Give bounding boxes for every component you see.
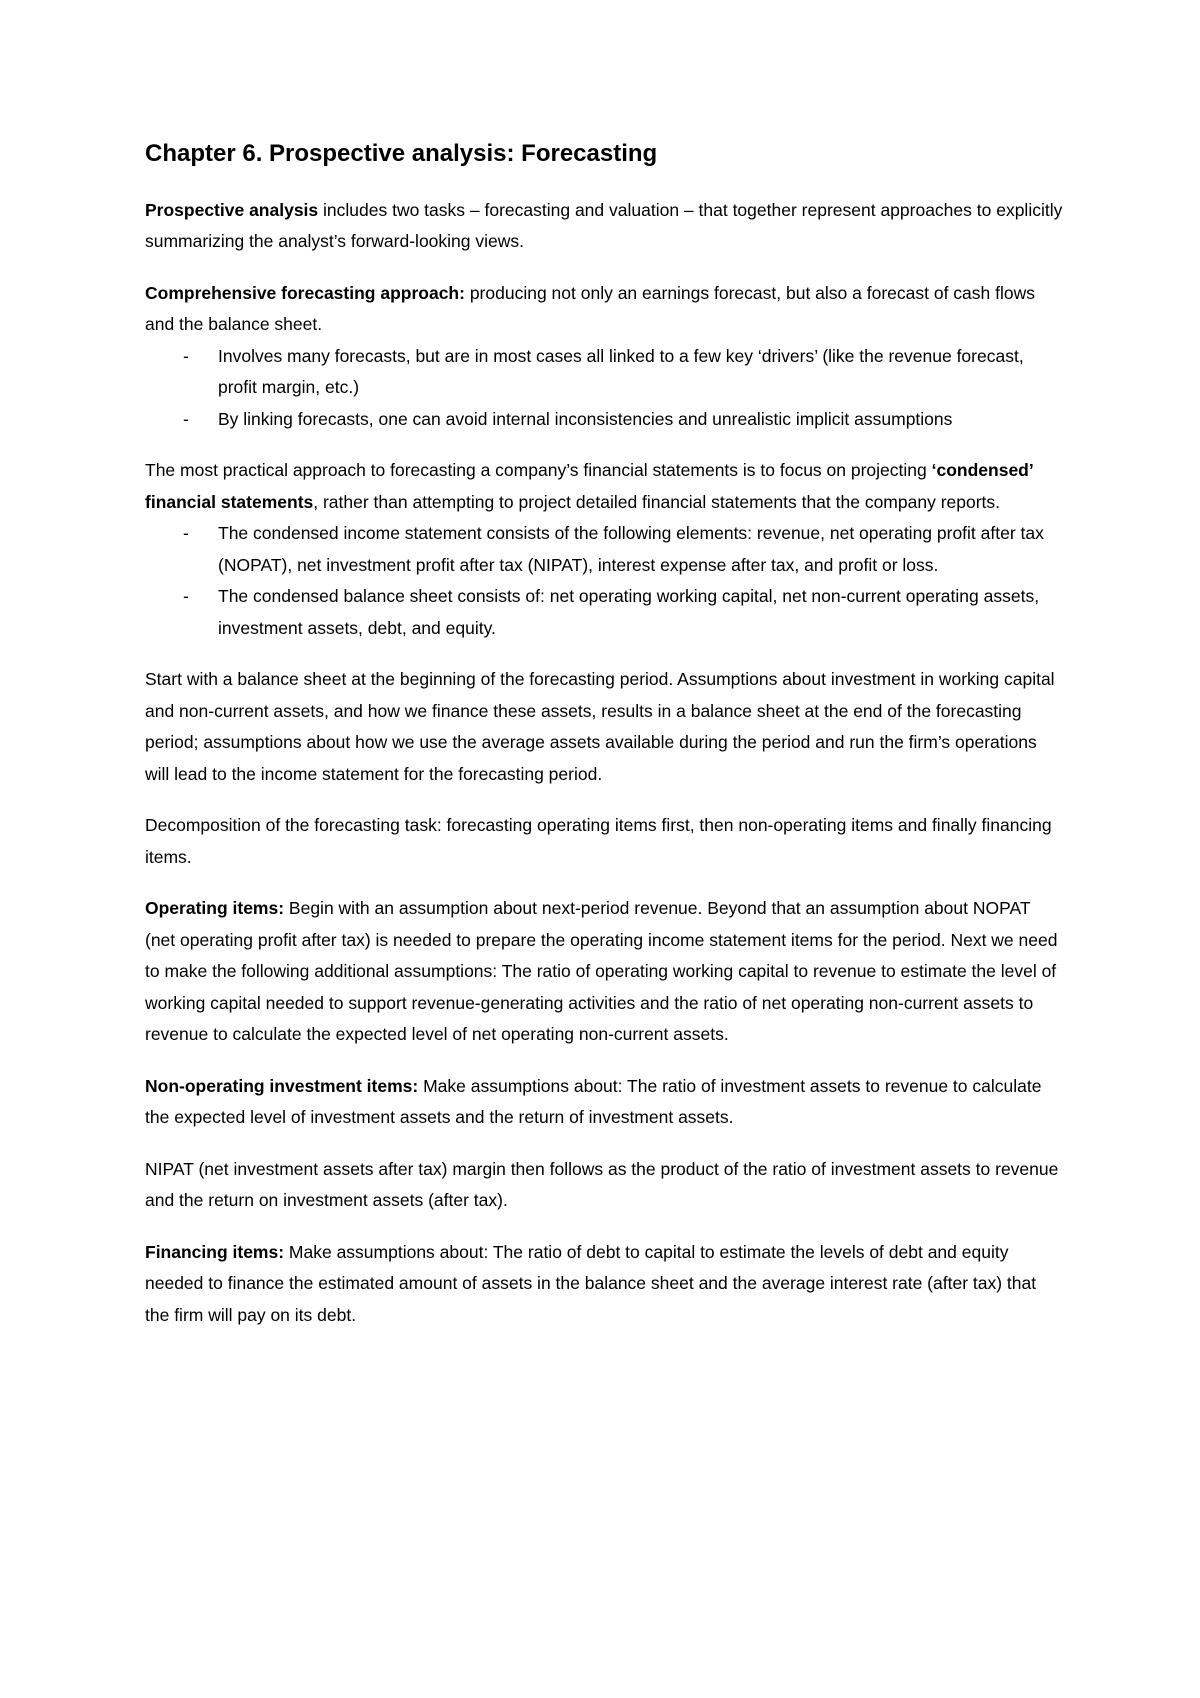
paragraph-condensed-statements	[145, 455, 1065, 518]
document-page	[145, 140, 1065, 1351]
chapter-title: Chapter 6. Prospective analysis: Forecasting	[145, 140, 658, 167]
paragraph-comprehensive-forecasting	[145, 278, 1065, 341]
bullet-list-condensed	[145, 518, 1065, 644]
paragraph-text: producing not only an earnings forecast, but also a forecast of cash flows and the balance sheet.	[145, 282, 1036, 335]
paragraph-text: Make assumptions about: The ratio of investment assets to revenue to calculate the expected level of investment assets and the return of investment assets.	[145, 1075, 1042, 1128]
list-item: - The condensed income statement consists of the following elements: revenue, net operating profit after tax (NOPAT), net investment profit after tax (NIPAT), interest expense after tax, and profit or loss.	[145, 518, 1065, 581]
term-condensed-statements: ‘condensed’ financial statements	[145, 460, 1033, 512]
paragraph-balance-sheet-start: Start with a balance sheet at the beginning of the forecasting period. Assumptions about investment in working capital and non-current assets, and how we finance these assets, results in a balance sheet at the end of the forecasting period; assumptions about how we use the average assets available during the period and run the firm’s operations will lead to the income statement for the forecasting period.	[145, 669, 1055, 784]
list-item: - The condensed balance sheet consists of: net operating working capital, net non-current operating assets, investment assets, debt, and equity.	[145, 581, 1065, 644]
term-non-operating-items: Non-operating investment items:	[145, 1075, 419, 1096]
term-operating-items: Operating items:	[145, 898, 285, 919]
paragraph-decomposition: Decomposition of the forecasting task: forecasting operating items first, then non-operating items and finally financing items.	[145, 815, 1052, 867]
paragraph-prospective-analysis	[145, 195, 1065, 258]
paragraph-operating-items	[145, 893, 1065, 1051]
list-item: - By linking forecasts, one can avoid internal inconsistencies and unrealistic implicit assumptions	[145, 404, 1065, 436]
paragraph-text: includes two tasks – forecasting and valuation – that together represent approaches to explicitly summarizing the analyst’s forward-looking views.	[145, 199, 1063, 252]
paragraph-nipat: NIPAT (net investment assets after tax) margin then follows as the product of the ratio of investment assets to revenue and the return on investment assets (after tax).	[145, 1158, 1059, 1211]
term-prospective-analysis: Prospective analysis	[145, 199, 319, 220]
paragraph-financing-items	[145, 1237, 1065, 1332]
list-item: - Involves many forecasts, but are in most cases all linked to a few key ‘drivers’ (like the revenue forecast, profit margin, etc.)	[145, 341, 1065, 404]
paragraph-text: The most practical approach to forecasting a company’s financial statements is to focus on projecting	[145, 460, 932, 481]
paragraph-text: , rather than attempting to project detailed financial statements that the company reports.	[313, 491, 1001, 512]
paragraph-text: Make assumptions about: The ratio of debt to capital to estimate the levels of debt and equity needed to finance the estimated amount of assets in the balance sheet and the average interest rate (after tax) that the firm will pay on its debt.	[145, 1241, 1037, 1325]
term-comprehensive-forecasting: Comprehensive forecasting approach:	[145, 282, 465, 303]
paragraph-text: Begin with an assumption about next-period revenue. Beyond that an assumption about NOPAT (net operating profit after tax) is needed to prepare the operating income statement items for the period. Next we need to make the following additional assumptions: The ratio of operating working capital to revenue to estimate the level of working capital needed to support revenue-generating activities and the ratio of net operating non-current assets to revenue to calculate the expected level of net operating non-current assets.	[145, 898, 1058, 1045]
paragraph-non-operating-items	[145, 1071, 1065, 1134]
term-financing-items: Financing items:	[145, 1241, 285, 1262]
bullet-list-forecasting	[145, 341, 1065, 436]
